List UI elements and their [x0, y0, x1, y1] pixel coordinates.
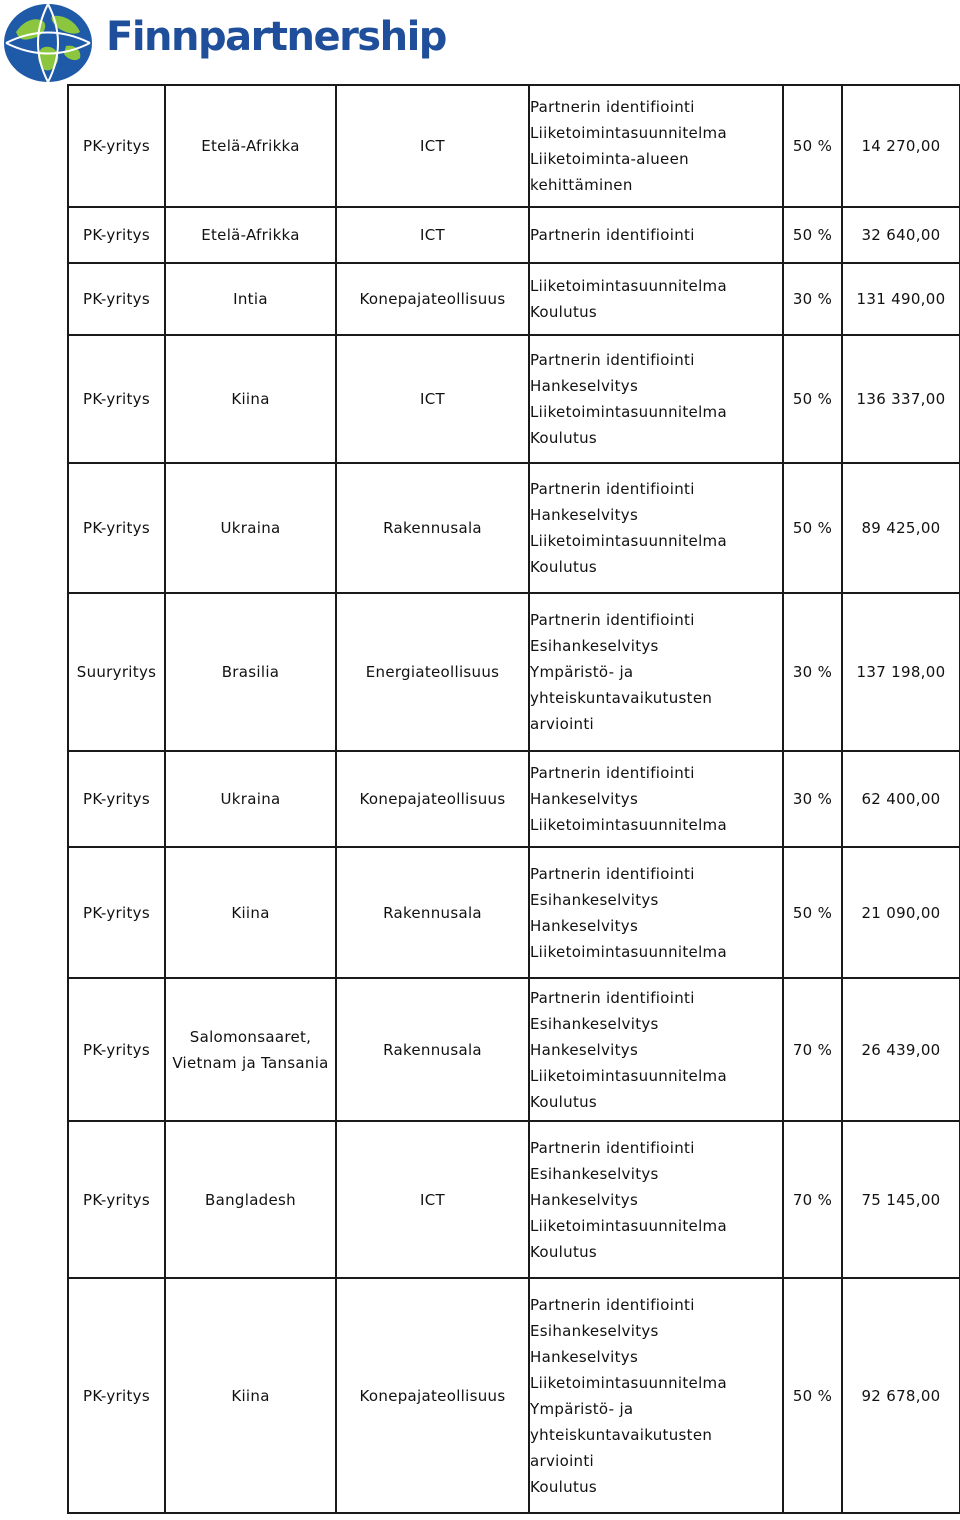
- sector-cell: Energiateollisuus: [336, 593, 529, 751]
- company-type-cell: PK-yritys: [68, 263, 165, 335]
- amount-cell: 62 400,00: [842, 751, 960, 847]
- company-type-cell: PK-yritys: [68, 335, 165, 463]
- country-cell: [165, 978, 336, 1121]
- activity-line: Partnerin identifiointi: [530, 98, 695, 116]
- activity-line: arviointi: [530, 715, 595, 733]
- activity-line: Liiketoimintasuunnitelma: [530, 1066, 727, 1085]
- company-type-cell: PK-yritys: [68, 978, 165, 1121]
- country-cell: [165, 751, 336, 847]
- activity-line: Ympäristö- ja: [530, 1399, 634, 1418]
- company-type-cell: Suuryritys: [68, 593, 165, 751]
- activity-line: Liiketoimintasuunnitelma: [530, 532, 727, 550]
- activity-line: Hankeselvitys: [530, 790, 639, 808]
- activities-cell: [529, 847, 783, 978]
- activities-cell: [529, 593, 783, 751]
- country-cell: [165, 1278, 336, 1513]
- amount-cell: 26 439,00: [842, 978, 960, 1121]
- activity-line: Liiketoiminta-alueen: [530, 150, 689, 168]
- country-line: Intia: [233, 290, 268, 308]
- sector-cell: Rakennusala: [336, 463, 529, 593]
- amount-cell: 137 198,00: [842, 593, 960, 751]
- table-row: [68, 207, 960, 263]
- activity-line: Liiketoimintasuunnitelma: [530, 816, 727, 834]
- sector-cell: Konepajateollisuus: [336, 751, 529, 847]
- activity-line: Liiketoimintasuunnitelma: [530, 403, 727, 421]
- support-percent-cell: 50 %: [783, 463, 842, 593]
- country-line: Ukraina: [220, 519, 281, 537]
- activity-line: yhteiskuntavaikutusten: [530, 1425, 713, 1444]
- sector-cell: Konepajateollisuus: [336, 1278, 529, 1513]
- activity-line: Koulutus: [530, 1092, 598, 1111]
- support-percent-cell: 50 %: [783, 207, 842, 263]
- country-line: Kiina: [231, 903, 270, 922]
- country-cell: [165, 1121, 336, 1278]
- activity-line: Partnerin identifiointi: [530, 988, 695, 1007]
- sector-cell: ICT: [336, 335, 529, 463]
- support-percent-cell: 50 %: [783, 85, 842, 207]
- country-line: Salomonsaaret,: [189, 1027, 312, 1046]
- support-percent-cell: 30 %: [783, 751, 842, 847]
- table-row: [68, 463, 960, 593]
- table-row: [68, 335, 960, 463]
- company-type-cell: PK-yritys: [68, 847, 165, 978]
- amount-cell: 136 337,00: [842, 335, 960, 463]
- sector-cell: ICT: [336, 85, 529, 207]
- table-row: [68, 847, 960, 978]
- activity-line: Hankeselvitys: [530, 377, 639, 395]
- activity-line: Liiketoimintasuunnitelma: [530, 1216, 727, 1235]
- sector-cell: ICT: [336, 1121, 529, 1278]
- activity-line: kehittäminen: [530, 176, 633, 194]
- globe-icon: [2, 2, 94, 84]
- activities-cell: [529, 263, 783, 335]
- amount-cell: 89 425,00: [842, 463, 960, 593]
- activity-line: Koulutus: [530, 429, 598, 447]
- activity-line: Liiketoimintasuunnitelma: [530, 124, 727, 142]
- brand-name: Finnpartnership: [106, 14, 446, 60]
- country-cell: [165, 593, 336, 751]
- activity-line: Hankeselvitys: [530, 1040, 639, 1059]
- activity-line: yhteiskuntavaikutusten: [530, 689, 713, 707]
- activities-cell: [529, 463, 783, 593]
- sector-cell: Rakennusala: [336, 847, 529, 978]
- sector-cell: Konepajateollisuus: [336, 263, 529, 335]
- activities-cell: [529, 207, 783, 263]
- support-percent-cell: 30 %: [783, 263, 842, 335]
- activity-line: Partnerin identifiointi: [530, 611, 695, 629]
- company-type-cell: PK-yritys: [68, 85, 165, 207]
- activity-line: Partnerin identifiointi: [530, 764, 695, 782]
- support-percent-cell: 50 %: [783, 335, 842, 463]
- activity-line: arviointi: [530, 1451, 595, 1470]
- sector-cell: Rakennusala: [336, 978, 529, 1121]
- page-header: [0, 0, 960, 84]
- company-type-cell: PK-yritys: [68, 207, 165, 263]
- country-cell: [165, 263, 336, 335]
- activities-cell: [529, 1121, 783, 1278]
- company-type-cell: PK-yritys: [68, 1121, 165, 1278]
- activity-line: Esihankeselvitys: [530, 1014, 659, 1033]
- activity-line: Liiketoimintasuunnitelma: [530, 942, 727, 961]
- table-row: [68, 593, 960, 751]
- activities-cell: [529, 335, 783, 463]
- support-percent-cell: 70 %: [783, 978, 842, 1121]
- country-line: Vietnam ja Tansania: [172, 1053, 329, 1072]
- country-cell: [165, 463, 336, 593]
- activity-line: Liiketoimintasuunnitelma: [530, 277, 727, 295]
- activity-line: Koulutus: [530, 303, 598, 321]
- activity-line: Partnerin identifiointi: [530, 864, 695, 883]
- amount-cell: 32 640,00: [842, 207, 960, 263]
- country-cell: [165, 207, 336, 263]
- activity-line: Liiketoimintasuunnitelma: [530, 1373, 727, 1392]
- company-type-cell: PK-yritys: [68, 1278, 165, 1513]
- amount-cell: 75 145,00: [842, 1121, 960, 1278]
- activity-line: Partnerin identifiointi: [530, 351, 695, 369]
- funding-table: [67, 84, 960, 1514]
- activity-line: Partnerin identifiointi: [530, 226, 695, 244]
- company-type-cell: PK-yritys: [68, 463, 165, 593]
- country-line: Brasilia: [221, 663, 280, 681]
- activity-line: Koulutus: [530, 1242, 598, 1261]
- activities-cell: [529, 1278, 783, 1513]
- support-percent-cell: 30 %: [783, 593, 842, 751]
- support-percent-cell: 50 %: [783, 1278, 842, 1513]
- activity-line: Hankeselvitys: [530, 506, 639, 524]
- activity-line: Esihankeselvitys: [530, 637, 659, 655]
- activity-line: Partnerin identifiointi: [530, 1295, 695, 1314]
- table-row: [68, 1278, 960, 1513]
- country-cell: [165, 847, 336, 978]
- amount-cell: 92 678,00: [842, 1278, 960, 1513]
- table-row: [68, 978, 960, 1121]
- activities-cell: [529, 978, 783, 1121]
- country-line: Etelä-Afrikka: [201, 137, 300, 155]
- activity-line: Esihankeselvitys: [530, 1164, 659, 1183]
- activity-line: Partnerin identifiointi: [530, 1138, 695, 1157]
- table-row: [68, 1121, 960, 1278]
- country-line: Etelä-Afrikka: [201, 226, 300, 244]
- amount-cell: 131 490,00: [842, 263, 960, 335]
- table-row: [68, 263, 960, 335]
- activity-line: Esihankeselvitys: [530, 890, 659, 909]
- activity-line: Hankeselvitys: [530, 1190, 639, 1209]
- activity-line: Ympäristö- ja: [530, 663, 634, 681]
- activity-line: Hankeselvitys: [530, 1347, 639, 1366]
- table-row: [68, 751, 960, 847]
- activity-line: Koulutus: [530, 558, 598, 576]
- country-line: Ukraina: [220, 790, 281, 808]
- amount-cell: 14 270,00: [842, 85, 960, 207]
- amount-cell: 21 090,00: [842, 847, 960, 978]
- activities-cell: [529, 751, 783, 847]
- activity-line: Esihankeselvitys: [530, 1321, 659, 1340]
- country-line: Kiina: [231, 390, 270, 408]
- country-cell: [165, 85, 336, 207]
- company-type-cell: PK-yritys: [68, 751, 165, 847]
- activity-line: Partnerin identifiointi: [530, 480, 695, 498]
- support-percent-cell: 50 %: [783, 847, 842, 978]
- activity-line: Koulutus: [530, 1477, 598, 1496]
- country-line: Kiina: [231, 1386, 270, 1405]
- country-line: Bangladesh: [205, 1190, 296, 1209]
- country-cell: [165, 335, 336, 463]
- activity-line: Hankeselvitys: [530, 916, 639, 935]
- table-row: [68, 85, 960, 207]
- activities-cell: [529, 85, 783, 207]
- sector-cell: ICT: [336, 207, 529, 263]
- support-percent-cell: 70 %: [783, 1121, 842, 1278]
